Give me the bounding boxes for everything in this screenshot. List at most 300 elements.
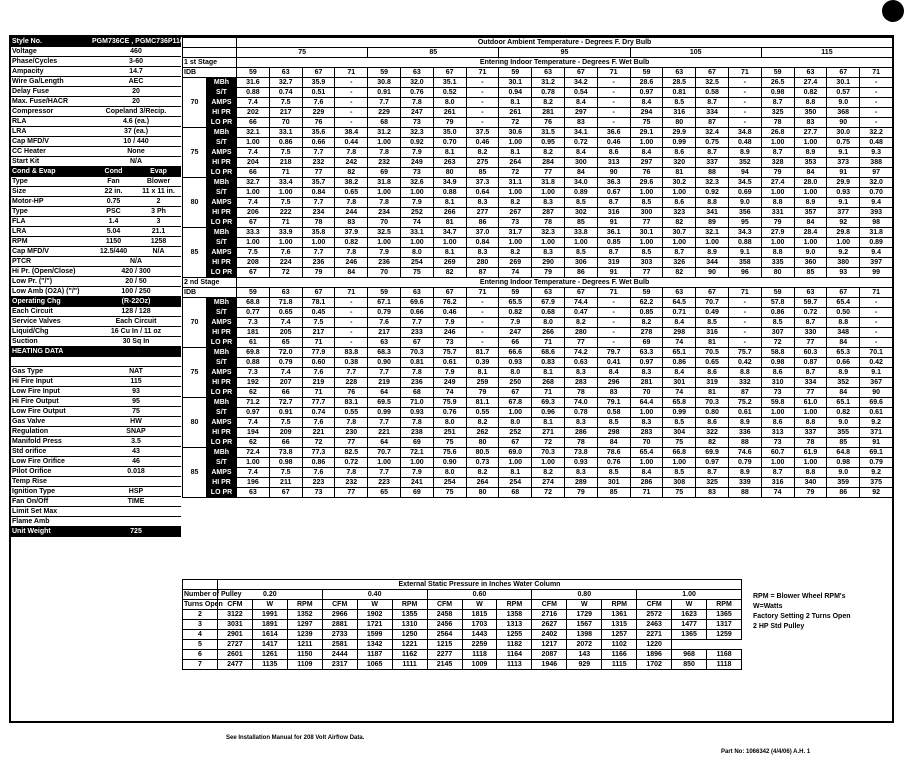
perf-value: 217: [269, 108, 302, 118]
airflow-subcol: RPM: [707, 600, 742, 610]
perf-value: 78: [564, 438, 597, 448]
spec-value: 0.75: [91, 197, 136, 207]
perf-row: [183, 158, 893, 168]
spec-value: [91, 347, 181, 357]
spec-value: 95: [91, 397, 181, 407]
airflow-value: 1164: [497, 650, 532, 660]
static-pressure: 0.80: [532, 590, 637, 600]
perf-value: 8.2: [630, 318, 663, 328]
perf-value: 217: [302, 328, 335, 338]
perf-value: 86: [564, 268, 597, 278]
perf-value: 70: [630, 388, 663, 398]
perf-value: 81.1: [466, 398, 499, 408]
perf-value: 0.76: [400, 88, 433, 98]
row-label: S/T: [207, 188, 237, 198]
perf-value: 30.7: [663, 228, 696, 238]
perf-value: 91: [597, 268, 630, 278]
perf-value: 69.6: [860, 398, 893, 408]
perf-value: 73.8: [564, 448, 597, 458]
perf-row: [183, 238, 893, 248]
airflow-value: 3031: [217, 620, 252, 630]
perf-value: 221: [368, 428, 401, 438]
perf-value: 1.00: [696, 238, 729, 248]
spec-value: 14.7: [91, 67, 181, 77]
perf-value: 0.92: [400, 138, 433, 148]
perf-value: 194: [237, 428, 270, 438]
airflow-value: 2477: [217, 660, 252, 670]
perf-value: 8.5: [564, 248, 597, 258]
perf-value: 0.45: [302, 308, 335, 318]
perf-row: [183, 98, 893, 108]
row-label: S/T: [207, 358, 237, 368]
wet-bulb: 63: [400, 288, 433, 298]
spec-row: [11, 487, 181, 497]
perf-value: 82.5: [335, 448, 368, 458]
perf-value: 34.9: [433, 178, 466, 188]
perf-value: 65.1: [663, 348, 696, 358]
perf-value: 84: [794, 218, 827, 228]
perf-value: 264: [499, 158, 532, 168]
spec-label: Max. Fuse/HACR: [11, 97, 91, 107]
perf-value: 7.8: [335, 148, 368, 158]
perf-value: 74: [761, 488, 794, 498]
perf-value: 73: [761, 388, 794, 398]
perf-value: 9.1: [728, 248, 761, 258]
spec-value: Each Circuit: [91, 317, 181, 327]
perf-value: 0.48: [728, 138, 761, 148]
idb-value: 75: [183, 348, 207, 398]
perf-value: 1.00: [368, 238, 401, 248]
perf-value: 290: [532, 258, 565, 268]
perf-value: 67: [400, 338, 433, 348]
perf-value: 65.4: [630, 448, 663, 458]
perf-value: 7.8: [335, 248, 368, 258]
perf-value: 90: [696, 268, 729, 278]
perf-value: 65: [368, 488, 401, 498]
perf-value: 73: [400, 118, 433, 128]
perf-value: 8.0: [400, 248, 433, 258]
perf-value: 8.6: [597, 148, 630, 158]
perf-value: 66: [237, 168, 270, 178]
perf-value: 296: [597, 378, 630, 388]
spec-label: Motor-HP: [11, 197, 91, 207]
perf-value: 74.4: [564, 298, 597, 308]
perf-value: 35.6: [302, 128, 335, 138]
perf-value: 80: [663, 118, 696, 128]
perf-value: -: [728, 98, 761, 108]
perf-value: -: [335, 308, 368, 318]
perf-value: 298: [597, 428, 630, 438]
perf-value: 7.5: [269, 98, 302, 108]
perf-value: 8.7: [794, 318, 827, 328]
idb-value: 70: [183, 298, 207, 348]
perf-value: 70: [630, 438, 663, 448]
perf-value: 8.5: [663, 468, 696, 478]
perf-value: 79: [564, 488, 597, 498]
perf-value: 301: [597, 478, 630, 488]
airflow-value: 1118: [707, 660, 742, 670]
airflow-subcol: W: [672, 600, 707, 610]
perf-value: 85: [597, 488, 630, 498]
perf-row: [183, 458, 893, 468]
perf-value: 0.78: [532, 88, 565, 98]
spec-value: (R-22Oz): [91, 297, 181, 307]
airflow-value: 1187: [357, 650, 392, 660]
airflow-value: 929: [567, 660, 602, 670]
airflow-value: 3122: [217, 610, 252, 620]
row-label: AMPS: [207, 148, 237, 158]
perf-value: 1.00: [761, 408, 794, 418]
perf-value: 0.50: [827, 308, 860, 318]
perf-value: 72.1: [400, 448, 433, 458]
perf-value: 67: [237, 268, 270, 278]
perf-value: 77: [794, 338, 827, 348]
note-line: 2 HP Std Pulley: [753, 623, 805, 630]
perf-value: 83: [794, 118, 827, 128]
perf-value: 208: [237, 258, 270, 268]
perf-value: 72.0: [269, 348, 302, 358]
perf-value: 8.0: [433, 98, 466, 108]
perf-value: 92: [860, 488, 893, 498]
perf-value: 0.54: [564, 88, 597, 98]
static-pressure: 0.40: [322, 590, 427, 600]
spec-label: Compressor: [11, 107, 91, 117]
perf-value: 207: [269, 378, 302, 388]
perf-value: 38.4: [335, 128, 368, 138]
airflow-value: 1365: [707, 610, 742, 620]
perf-value: 76: [302, 118, 335, 128]
perf-row: [183, 198, 893, 208]
spec-value: 5.04: [91, 227, 136, 237]
perf-value: 69: [630, 338, 663, 348]
perf-value: 34.7: [433, 228, 466, 238]
airflow-value: 1217: [532, 640, 567, 650]
perf-value: 32.5: [696, 78, 729, 88]
perf-value: 8.5: [663, 98, 696, 108]
perf-value: 286: [564, 428, 597, 438]
perf-value: 0.60: [302, 358, 335, 368]
perf-value: 7.8: [335, 198, 368, 208]
row-label: LO PR: [207, 268, 237, 278]
perf-value: 204: [237, 158, 270, 168]
perf-value: 1.00: [532, 458, 565, 468]
perf-value: 68: [368, 118, 401, 128]
perf-value: 32.2: [860, 128, 893, 138]
spec-label: Std orifice: [11, 447, 91, 457]
spec-value: Fan: [91, 177, 136, 187]
airflow-subcol: CFM: [217, 600, 252, 610]
perf-value: 1.00: [237, 138, 270, 148]
perf-value: 9.0: [827, 418, 860, 428]
wet-bulb: 59: [499, 68, 532, 78]
perf-value: -: [466, 328, 499, 338]
perf-value: 229: [368, 108, 401, 118]
airflow-value: 1297: [287, 620, 322, 630]
row-label: AMPS: [207, 248, 237, 258]
perf-value: -: [335, 78, 368, 88]
perf-value: 297: [630, 158, 663, 168]
spec-value: N/A: [136, 247, 181, 257]
perf-value: 77.9: [302, 348, 335, 358]
perf-value: 7.4: [237, 98, 270, 108]
spec-row: [11, 447, 181, 457]
perf-value: 1.00: [368, 188, 401, 198]
perf-value: 33.4: [269, 178, 302, 188]
perf-value: 80: [433, 168, 466, 178]
perf-value: 68: [499, 488, 532, 498]
perf-value: 8.1: [499, 98, 532, 108]
perf-value: 1.00: [794, 458, 827, 468]
spec-row: [11, 517, 181, 527]
row-label: LO PR: [207, 338, 237, 348]
spec-value: 21.1: [136, 227, 181, 237]
perf-value: 74: [499, 268, 532, 278]
perf-value: 68.8: [237, 298, 270, 308]
perf-value: 196: [237, 478, 270, 488]
perf-value: 8.1: [433, 198, 466, 208]
perf-value: 221: [302, 428, 335, 438]
perf-value: 28.4: [794, 228, 827, 238]
spec-value: NAT: [91, 367, 181, 377]
perf-value: 0.98: [761, 358, 794, 368]
perf-value: 81: [663, 168, 696, 178]
perf-value: 77: [794, 388, 827, 398]
perf-value: 0.81: [400, 358, 433, 368]
perf-value: 85: [794, 268, 827, 278]
airflow-value: 1342: [357, 640, 392, 650]
perf-value: 230: [335, 428, 368, 438]
airflow-notes: [753, 592, 888, 632]
spec-row: [11, 147, 181, 157]
wet-bulb: 67: [433, 68, 466, 78]
perf-value: 274: [532, 478, 565, 488]
perf-value: 85: [827, 438, 860, 448]
perf-value: 1.00: [564, 238, 597, 248]
airflow-value: 1113: [497, 660, 532, 670]
perf-value: 0.48: [860, 138, 893, 148]
perf-value: 8.1: [532, 418, 565, 428]
perf-value: 79: [433, 118, 466, 128]
perf-value: 73: [499, 218, 532, 228]
spec-value: 100 / 250: [91, 287, 181, 297]
perf-value: 8.5: [663, 418, 696, 428]
perf-value: 33.1: [269, 128, 302, 138]
outdoor-temp-header: Outdoor Ambient Temperature - Degrees F. Dry Bulb: [237, 38, 893, 48]
spec-label: Limit Set Max: [11, 507, 91, 517]
perf-value: 337: [794, 428, 827, 438]
wet-bulb: 59: [630, 68, 663, 78]
perf-value: 71: [630, 488, 663, 498]
perf-value: 334: [696, 108, 729, 118]
perf-value: 0.49: [696, 308, 729, 318]
perf-value: 94: [728, 168, 761, 178]
perf-value: 328: [761, 158, 794, 168]
spec-label: Low Fire Input: [11, 387, 91, 397]
perf-value: 1.00: [499, 238, 532, 248]
perf-value: 219: [302, 378, 335, 388]
wet-bulb: 63: [532, 68, 565, 78]
airflow-row: [183, 650, 742, 660]
perf-value: 75.7: [728, 348, 761, 358]
wet-bulb: 59: [630, 288, 663, 298]
row-label: AMPS: [207, 368, 237, 378]
perf-value: 30.0: [827, 128, 860, 138]
perf-value: 79: [302, 268, 335, 278]
perf-value: 80: [466, 438, 499, 448]
perf-value: 72: [532, 488, 565, 498]
spec-value: 3-60: [91, 57, 181, 67]
perf-value: -: [335, 338, 368, 348]
perf-value: 7.5: [269, 468, 302, 478]
perf-row: [183, 248, 893, 258]
perf-value: -: [335, 298, 368, 308]
perf-value: 0.64: [466, 188, 499, 198]
perf-value: 1.00: [433, 238, 466, 248]
perf-value: 307: [761, 328, 794, 338]
perf-value: 84: [597, 438, 630, 448]
idb-value: 70: [183, 78, 207, 128]
airflow-value: 1166: [602, 650, 637, 660]
perf-value: 37.5: [466, 128, 499, 138]
perf-value: 289: [564, 478, 597, 488]
perf-row: [183, 218, 893, 228]
airflow-value: 2733: [322, 630, 357, 640]
airflow-col-label: Turns Open: [184, 601, 223, 608]
perf-value: 287: [532, 208, 565, 218]
perf-row: [183, 148, 893, 158]
perf-value: 87: [696, 118, 729, 128]
row-label: LO PR: [207, 168, 237, 178]
perf-value: 0.79: [728, 458, 761, 468]
perf-value: 0.69: [728, 188, 761, 198]
airflow-spacer: [183, 580, 218, 590]
spec-row: [11, 267, 181, 277]
perf-value: 7.9: [368, 248, 401, 258]
airflow-value: 1365: [672, 630, 707, 640]
perf-value: 0.97: [696, 458, 729, 468]
spec-value: [91, 357, 181, 367]
perf-value: 341: [696, 208, 729, 218]
perf-row: [183, 318, 893, 328]
airflow-value: 1317: [707, 620, 742, 630]
perf-value: 0.42: [860, 358, 893, 368]
perf-value: 84: [827, 338, 860, 348]
perf-value: 69.9: [696, 448, 729, 458]
perf-value: 8.5: [696, 318, 729, 328]
airflow-value: 1168: [707, 650, 742, 660]
pulley-turns: 2: [183, 610, 218, 620]
perf-value: 69.6: [400, 298, 433, 308]
airflow-value: 1259: [707, 630, 742, 640]
perf-value: 65.4: [827, 298, 860, 308]
spec-label: Low Amb (O2A) ("/"): [11, 287, 91, 297]
spec-value: 20 / 50: [91, 277, 181, 287]
perf-value: 262: [466, 428, 499, 438]
perf-value: 8.1: [499, 468, 532, 478]
perf-value: -: [860, 318, 893, 328]
wet-bulb: 63: [532, 288, 565, 298]
wet-bulb: 71: [335, 68, 368, 78]
wet-bulb: 71: [728, 288, 761, 298]
perf-value: 9.2: [860, 468, 893, 478]
spec-value: 11 x 11 in.: [136, 187, 181, 197]
perf-value: 64.8: [827, 448, 860, 458]
airflow-value: 2564: [427, 630, 462, 640]
perf-value: 344: [696, 258, 729, 268]
wet-bulb: 59: [761, 68, 794, 78]
perf-value: -: [728, 78, 761, 88]
wet-bulb: 71: [860, 68, 893, 78]
perf-value: 8.3: [630, 418, 663, 428]
spec-value: TIME: [91, 497, 181, 507]
perf-value: 234: [302, 208, 335, 218]
perf-value: 33.3: [237, 228, 270, 238]
perf-value: 0.89: [564, 188, 597, 198]
row-label: MBh: [207, 398, 237, 408]
perf-value: 337: [696, 158, 729, 168]
perf-value: 32.0: [400, 78, 433, 88]
airflow-value: 2444: [322, 650, 357, 660]
note-line: W=Watts: [753, 603, 783, 610]
wet-bulb: 63: [269, 68, 302, 78]
perf-value: 0.98: [827, 458, 860, 468]
airflow-value: 1111: [392, 660, 427, 670]
perf-value: 29.9: [827, 178, 860, 188]
row-label: MBh: [207, 298, 237, 308]
airflow-value: 1135: [252, 660, 287, 670]
perf-value: 32.5: [368, 228, 401, 238]
perf-value: 74: [433, 388, 466, 398]
perf-value: 278: [630, 328, 663, 338]
perf-value: 72: [499, 118, 532, 128]
spec-value: 20: [91, 97, 181, 107]
perf-value: 0.74: [302, 408, 335, 418]
perf-value: 9.2: [827, 248, 860, 258]
perf-value: 268: [532, 378, 565, 388]
perf-value: 7.4: [269, 318, 302, 328]
perf-value: 0.68: [532, 308, 565, 318]
page-corner-mark: [882, 0, 904, 22]
perf-value: 77: [564, 338, 597, 348]
perf-row: [183, 388, 893, 398]
perf-value: 34.0: [564, 178, 597, 188]
perf-value: 0.44: [335, 138, 368, 148]
perf-value: 9.4: [860, 248, 893, 258]
perf-value: 332: [728, 378, 761, 388]
spec-label: Delay Fuse: [11, 87, 91, 97]
airflow-value: 1729: [567, 610, 602, 620]
row-label: AMPS: [207, 318, 237, 328]
spec-value: 1150: [91, 237, 136, 247]
spec-label: Hi Fire Output: [11, 397, 91, 407]
perf-value: 7.8: [368, 198, 401, 208]
perf-value: 82: [335, 168, 368, 178]
outdoor-temp: 115: [761, 48, 892, 58]
perf-value: 388: [860, 158, 893, 168]
perf-value: 67.1: [368, 298, 401, 308]
perf-value: 71: [532, 338, 565, 348]
perf-value: 82: [663, 218, 696, 228]
perf-value: 300: [564, 158, 597, 168]
spec-label: Flame Amb: [11, 517, 91, 527]
airflow-subcol: RPM: [392, 600, 427, 610]
perf-value: 294: [630, 108, 663, 118]
perf-value: 300: [630, 208, 663, 218]
cooling-performance-table: [182, 37, 893, 498]
perf-row: [183, 478, 893, 488]
airflow-value: 2572: [637, 610, 672, 620]
perf-value: 249: [400, 158, 433, 168]
